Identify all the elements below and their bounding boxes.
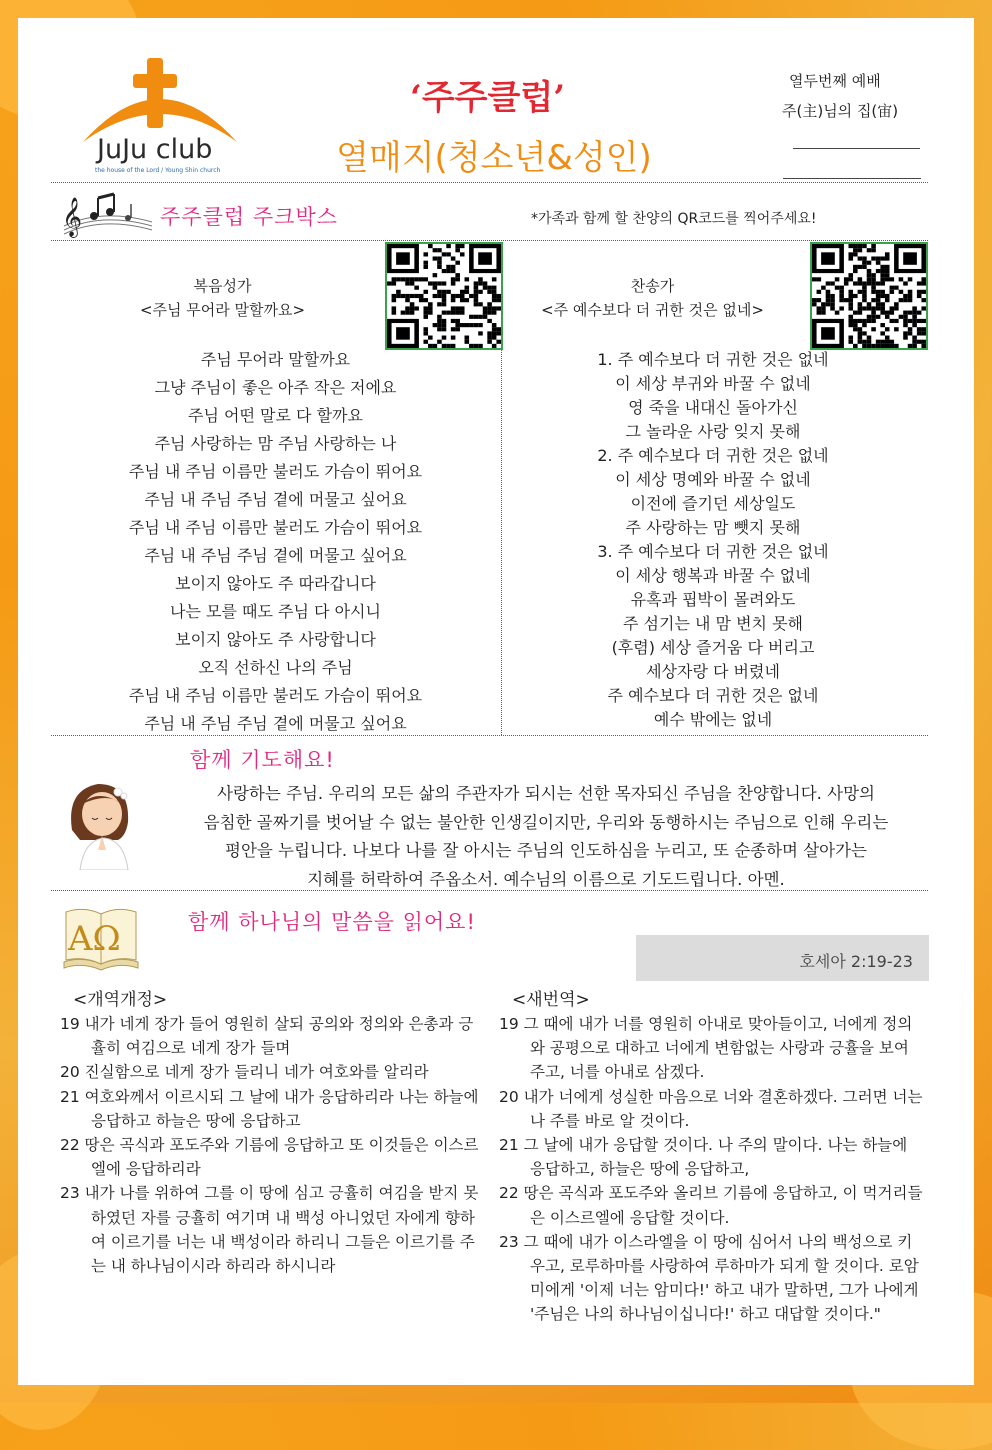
lyric-line: 주님 내 주님 이름만 불러도 가슴이 뛰어요 — [128, 518, 423, 537]
song2-title: <주 예수보다 더 귀한 것은 없네> — [541, 301, 764, 319]
lyric-line: 이전에 즐기던 세상일도 — [630, 494, 796, 513]
qr-code-icon — [812, 244, 926, 348]
blank-line — [793, 148, 920, 149]
bible-verse: 19 그 때에 내가 너를 영원히 아내로 맞아들이고, 너에게 정의와 공평으로 대하고 너에게 변함없는 사랑과 긍휼을 보여 주고, 너를 아내로 삼겠다. — [499, 1015, 913, 1082]
prayer-line: 음침한 골짜기를 벗어날 수 없는 불안한 인생길이지만, 우리와 동행하시는 주님으로 인해 우리는 — [203, 812, 889, 832]
lyric-line: 주님 내 주님 이름만 불러도 가슴이 뛰어요 — [128, 686, 423, 705]
bible-alpha-omega-icon — [60, 902, 142, 972]
lyric-line: 주님 내 주님 주님 곁에 머물고 싶어요 — [144, 490, 407, 509]
lyric-line: 보이지 않아도 주 따라갑니다 — [175, 574, 376, 593]
bible-verse: 21 그 날에 내가 응답할 것이다. 나 주의 말이다. 나는 하늘에 응답하고, 하늘은 땅에 응답하고, — [499, 1136, 908, 1179]
lyric-line: 주 섬기는 내 맘 변치 못해 — [623, 614, 803, 633]
right-version-verses — [499, 1012, 924, 1327]
bible-verse: 20 내가 너에게 성실한 마음으로 너와 결혼하겠다. 그러면 너는 나 주를 바로 알 것이다. — [499, 1087, 923, 1130]
lyric-line: 예수 밖에는 없네 — [653, 710, 773, 729]
lyric-line: 그냥 주님이 좋은 아주 작은 저에요 — [154, 378, 397, 397]
left-version-title: <개역개정> — [73, 990, 168, 1010]
bible-verse: 22 땅은 곡식과 포도주와 기름에 응답하고 또 이것들은 이스르엘에 응답하리라 — [60, 1136, 479, 1179]
lyric-line: 주 예수보다 더 귀한 것은 없네 — [607, 686, 819, 705]
lyric-line: 주님 어떤 말로 다 할까요 — [188, 406, 363, 425]
lyric-line: 세상자랑 다 버렸네 — [646, 662, 780, 681]
bible-verse: 20 진실함으로 네게 장가 들리니 네가 여호와를 알리라 — [60, 1063, 429, 1082]
lyric-line: 주님 내 주님 주님 곁에 머물고 싶어요 — [144, 714, 407, 733]
lyric-line: 영 죽을 내대신 돌아가신 — [628, 398, 798, 417]
song2-qr-code[interactable] — [810, 242, 928, 350]
song1-category: 복음성가 — [193, 277, 252, 295]
prayer-line: 사랑하는 주님. 우리의 모든 삶의 주관자가 되시는 선한 목자되신 주님을 찬양합니다. 사망의 — [217, 784, 875, 803]
lyric-line: 그 놀라운 사랑 잊지 못해 — [625, 422, 801, 441]
song1-title: <주님 무어라 말할까요> — [139, 301, 306, 319]
music-notes-icon — [62, 188, 154, 238]
qr-code-icon — [387, 244, 501, 348]
song1-header — [100, 274, 345, 322]
bible-verse: 23 그 때에 내가 이스라엘을 이 땅에 심어서 나의 백성으로 키우고, 로루하마를 사랑하여 루하마가 되게 할 것이다. 로암미에게 '이제 너는 암미다!' 하고 내가 말하면, 그가 나에게 '주님은 나의 하나님이십니다!' 하고 대답할 것이다." — [499, 1232, 919, 1324]
lyric-line: 3. 주 예수보다 더 귀한 것은 없네 — [597, 542, 829, 561]
song1-lyrics — [63, 346, 488, 738]
lyric-line: 주님 내 주님 이름만 불러도 가슴이 뛰어요 — [128, 462, 423, 481]
praying-child-icon — [58, 770, 138, 870]
lyric-line: 1. 주 예수보다 더 귀한 것은 없네 — [597, 350, 829, 369]
divider — [51, 182, 928, 183]
svg-text:AΩ: AΩ — [68, 919, 121, 959]
lyric-line: 유혹과 핍박이 몰려와도 — [630, 590, 796, 609]
lyric-line: 2. 주 예수보다 더 귀한 것은 없네 — [597, 446, 829, 465]
scripture-reference-box — [636, 935, 929, 981]
lyric-line: 주님 내 주님 주님 곁에 머물고 싶어요 — [144, 546, 407, 565]
divider — [51, 240, 928, 241]
lyric-line: 주님 사랑하는 맘 주님 사랑하는 나 — [154, 434, 397, 453]
lyric-line: 오직 선하신 나의 주님 — [198, 658, 353, 677]
qr-instruction: *가족과 함께 할 찬양의 QR코드를 찍어주세요! — [531, 211, 817, 227]
prayer-line: 지혜를 허락하여 주옵소서. 예수님의 이름으로 기도드립니다. 아멘. — [307, 869, 785, 889]
lyric-line: 주님 무어라 말할까요 — [200, 350, 351, 369]
bible-verse: 22 땅은 곡식과 포도주와 올리브 기름에 응답하고, 이 먹거리들은 이스르엘에 응답할 것이다. — [499, 1184, 923, 1227]
prayer-line: 평안을 누립니다. 나보다 나를 잘 아시는 주님의 인도하심을 누리고, 또 순종하며 살아가는 — [225, 841, 867, 860]
bible-verse: 21 여호와께서 이르시되 그 날에 내가 응답하리라 나는 하늘에 응답하고 하늘은 땅에 응답하고 — [60, 1087, 479, 1130]
newsletter-subtitle: 열매지(청소년&성인) — [336, 138, 652, 178]
svg-text:𝄞: 𝄞 — [62, 197, 83, 237]
prayer-heading: 함께 기도해요! — [190, 748, 335, 772]
lyric-line: 나는 모를 때도 주님 다 아시니 — [170, 602, 381, 621]
bible-verse: 19 내가 네게 장가 들어 영원히 살되 공의와 정의와 은총과 긍휼히 여김으로 네게 장가 들며 — [60, 1015, 474, 1058]
song2-lyrics — [513, 348, 913, 732]
logo-name: JuJu club — [97, 134, 213, 165]
left-version-verses — [60, 1012, 480, 1278]
house-label: 주(主)님의 집(宙) — [782, 102, 899, 120]
newsletter-title: ‘주주클럽’ — [410, 78, 566, 118]
blank-line — [783, 178, 921, 179]
worship-number: 열두번째 예배 — [789, 72, 881, 90]
newsletter-page — [18, 18, 974, 1385]
song1-qr-code[interactable] — [385, 242, 503, 350]
song2-header — [515, 274, 790, 322]
logo-subtitle: the house of the Lord / Young Shin church — [95, 167, 221, 174]
song2-category: 찬송가 — [630, 277, 675, 295]
bible-verse: 23 내가 나를 위하여 그를 이 땅에 심고 긍휼히 여김을 받지 못하였던 자를 긍휼히 여기며 내 백성 아니었던 자에게 향하여 이르기를 너는 내 백성이라 하리니 그들은 이르기를 주는 내 하나님이시라 하리라 하시니라 — [60, 1184, 479, 1276]
lyric-line: 이 세상 행복과 바꿀 수 없네 — [615, 566, 811, 585]
jukebox-heading: 주주클럽 주크박스 — [160, 205, 338, 229]
scripture-reference: 호세아 2:19-23 — [799, 952, 913, 971]
right-version-title: <새번역> — [512, 990, 590, 1010]
lyric-line: 보이지 않아도 주 사랑합니다 — [175, 630, 376, 649]
prayer-text — [146, 780, 946, 894]
juju-club-logo — [75, 58, 245, 183]
lyric-line: 이 세상 명예와 바꿀 수 없네 — [615, 470, 811, 489]
lyric-line: 이 세상 부귀와 바꿀 수 없네 — [615, 374, 811, 393]
lyric-line: (후렴) 세상 즐거움 다 버리고 — [611, 638, 815, 657]
word-heading: 함께 하나님의 말씀을 읽어요! — [188, 910, 476, 934]
lyric-line: 주 사랑하는 맘 뺏지 못해 — [625, 518, 801, 537]
